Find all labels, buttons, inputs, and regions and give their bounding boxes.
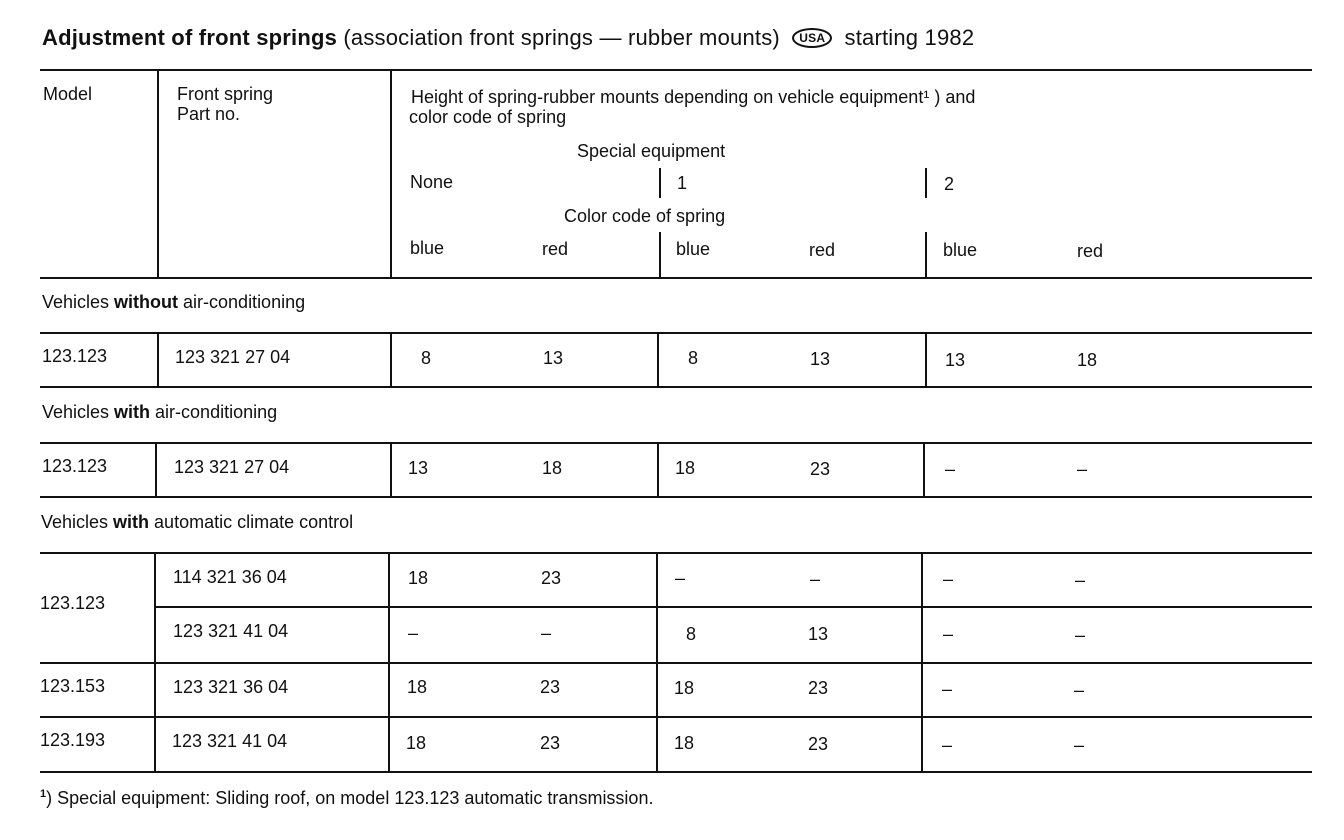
cell-model: 123.123 <box>40 593 106 613</box>
cell-value: – <box>1075 570 1086 590</box>
cell-value: 13 <box>808 624 829 644</box>
cell-value: – <box>1074 680 1085 700</box>
rule-row1-bottom <box>40 386 1312 388</box>
cell-value: 8 <box>421 348 432 368</box>
header-blue-1: blue <box>410 238 445 258</box>
footnote-text: ) Special equipment: Sliding roof, on model 123.123 automatic transmission. <box>46 788 654 808</box>
header-eq-2: 2 <box>944 174 955 194</box>
vrule-header-2 <box>390 70 392 278</box>
header-eq-none: None <box>410 172 454 192</box>
cell-part: 123 321 41 04 <box>172 731 288 751</box>
rule-sec2-bottom <box>40 442 1312 444</box>
cell-value: – <box>1075 625 1086 645</box>
vrule-r3-d <box>921 553 923 772</box>
vrule-eq-1 <box>659 168 661 198</box>
header-red-3: red <box>1077 241 1104 261</box>
vrule-header-1 <box>157 70 159 278</box>
cell-value: – <box>810 569 821 589</box>
cell-value: – <box>1077 459 1088 479</box>
cell-value: – <box>943 569 954 589</box>
vrule-color-1 <box>659 232 661 278</box>
title-subtitle: (association front springs — rubber mounts) <box>343 25 780 50</box>
rule-top <box>40 69 1312 71</box>
vrule-r3-a <box>154 553 156 772</box>
vrule-r2-d <box>923 443 925 497</box>
cell-value: 18 <box>674 733 695 753</box>
header-part-line1: Front spring <box>177 84 274 104</box>
vrule-r3-c <box>656 553 658 772</box>
cell-model: 123.193 <box>40 730 106 750</box>
cell-value: – <box>943 624 954 644</box>
vrule-r2-c <box>657 443 659 497</box>
rule-row3-bottom <box>155 606 1312 608</box>
vrule-r2-b <box>390 443 392 497</box>
vrule-color-2 <box>925 232 927 278</box>
rule-header-bottom <box>40 277 1312 279</box>
rule-row2-bottom <box>40 496 1312 498</box>
cell-value: 13 <box>543 348 564 368</box>
title-starting: starting 1982 <box>844 25 975 50</box>
rule-bottom <box>40 771 1312 773</box>
vrule-r1-b <box>390 333 392 387</box>
section-label: Vehicles without air-conditioning <box>42 292 306 312</box>
cell-value: 23 <box>540 733 561 753</box>
cell-part: 123 321 27 04 <box>175 347 291 367</box>
cell-value: – <box>1074 735 1085 755</box>
cell-value: 18 <box>406 733 427 753</box>
cell-value: 18 <box>675 458 696 478</box>
cell-value: 23 <box>808 734 829 754</box>
header-blue-3: blue <box>943 240 978 260</box>
cell-value: 8 <box>686 624 697 644</box>
cell-model: 123.153 <box>40 676 106 696</box>
cell-value: 23 <box>541 568 562 588</box>
header-eq-1: 1 <box>677 173 688 193</box>
rule-row4-bottom <box>40 662 1312 664</box>
vrule-r1-d <box>925 333 927 387</box>
rule-sec1-bottom <box>40 332 1312 334</box>
vrule-r1-a <box>157 333 159 387</box>
cell-model: 123.123 <box>42 346 108 366</box>
vrule-r1-c <box>657 333 659 387</box>
section-label: Vehicles with automatic climate control <box>41 512 354 532</box>
header-special-equipment: Special equipment <box>577 141 726 161</box>
cell-value: 18 <box>542 458 563 478</box>
rule-row5-bottom <box>40 716 1312 718</box>
page-title <box>42 25 974 51</box>
cell-value: 18 <box>1077 350 1098 370</box>
header-red-1: red <box>542 239 569 259</box>
header-height-line1: Height of spring-rubber mounts depending on vehicle equipment¹ ) and <box>411 87 976 107</box>
header-red-2: red <box>809 240 836 260</box>
cell-part: 123 321 27 04 <box>174 457 290 477</box>
vrule-r3-b <box>388 553 390 772</box>
cell-value: 18 <box>674 678 695 698</box>
cell-value: 8 <box>688 348 699 368</box>
cell-value: 18 <box>408 568 429 588</box>
cell-value: 23 <box>540 677 561 697</box>
footnote-mark: 1 <box>40 788 47 800</box>
cell-value: 23 <box>810 459 831 479</box>
header-height-line2: color code of spring <box>409 107 567 127</box>
cell-part: 123 321 36 04 <box>173 677 289 697</box>
header-part-line2: Part no. <box>177 104 241 124</box>
cell-value: 23 <box>808 678 829 698</box>
cell-value: 13 <box>810 349 831 369</box>
cell-value: – <box>541 623 552 643</box>
header-color-code: Color code of spring <box>564 206 726 226</box>
vrule-eq-2 <box>925 168 927 198</box>
cell-value: – <box>942 735 953 755</box>
usa-badge: USA <box>792 28 832 48</box>
rule-sec3-bottom <box>40 552 1312 554</box>
section-label: Vehicles with air-conditioning <box>42 402 278 422</box>
title-bold: Adjustment of front springs <box>42 25 338 50</box>
header-model: Model <box>43 84 93 104</box>
cell-value: – <box>408 623 419 643</box>
cell-part: 114 321 36 04 <box>173 567 287 587</box>
cell-part: 123 321 41 04 <box>173 621 289 641</box>
footnote <box>40 788 653 809</box>
cell-value: – <box>942 679 953 699</box>
cell-value: – <box>675 568 686 588</box>
cell-value: – <box>945 459 956 479</box>
cell-value: 13 <box>945 350 966 370</box>
header-blue-2: blue <box>676 239 711 259</box>
cell-model: 123.123 <box>42 456 108 476</box>
vrule-r2-a <box>155 443 157 497</box>
cell-value: 18 <box>407 677 428 697</box>
cell-value: 13 <box>408 458 429 478</box>
